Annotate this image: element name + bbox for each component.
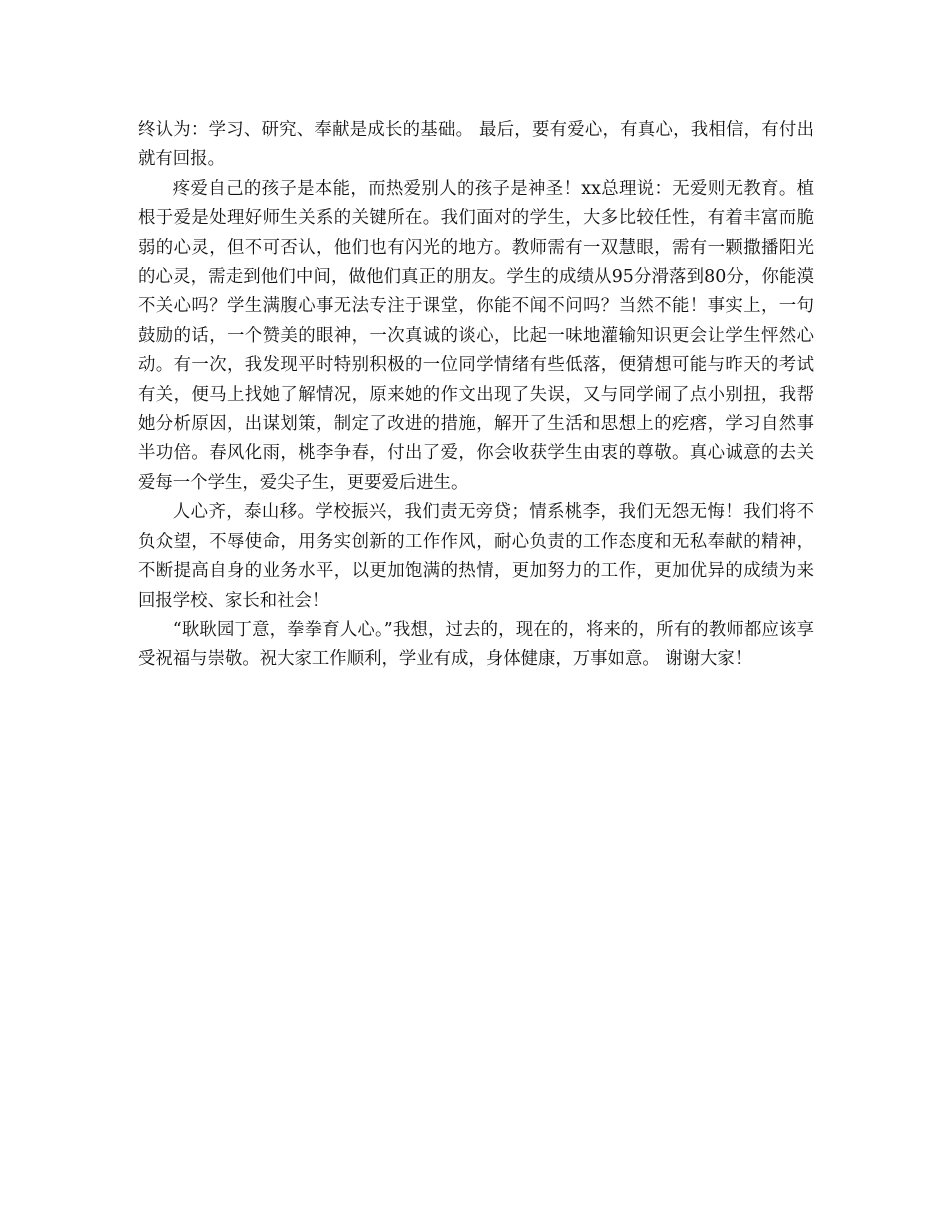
paragraph-4: “耿耿园丁意，拳拳育人心。”我想，过去的，现在的，将来的，所有的教师都应该享受祝福与崇敬。祝大家工作顺利，学业有成，身体健康，万事如意。 谢谢大家！ (138, 619, 814, 670)
paragraph-2: 疼爱自己的孩子是本能，而热爱别人的孩子是神圣！xx总理说：无爱则无教育。植根于爱是处理好师生关系的关键所在。我们面对的学生，大多比较任性，有着丰富而脆弱的心灵，但不可否认，他们也有闪光的地方。教师需有一双慧眼，需有一颗撒播阳光的心灵，需走到他们中间，做他们真正的朋友。学生的成绩从95分滑落到80分，你能漠不关心吗？学生满腹心事无法专注于课堂，你能不闻不问吗？当然不能！事实上，一句鼓励的话，一个赞美的眼神，一次真诚的谈心，比起一味地灌输知识更会让学生怦然心动。有一次，我发现平时特别积极的一位同学情绪有些低落，便猜想可能与昨天的考试有关，便马上找她了解情况，原来她的作文出现了失误，又与同学闹了点小别扭，我帮她分析原因，出谋划策，制定了改进的措施，解开了生活和思想上的疙瘩，学习自然事半功倍。春风化雨，桃李争春，付出了爱，你会收获学生由衷的尊敬。真心诚意的去关爱每一个学生，爱尖子生，更要爱后进生。 (138, 178, 814, 493)
paragraph-3: 人心齐，泰山移。学校振兴，我们责无旁贷；情系桃李，我们无怨无悔！我们将不负众望，不辱使命，用务实创新的工作作风，耐心负责的工作态度和无私奉献的精神，不断提高自身的业务水平，以更加饱满的热情，更加努力的工作，更加优异的成绩为来回报学校、家长和社会！ (138, 502, 814, 611)
paragraph-1: 终认为：学习、研究、奉献是成长的基础。 最后，要有爱心，有真心，我相信，有付出就有回报。 (138, 120, 814, 170)
document-body (138, 116, 814, 675)
